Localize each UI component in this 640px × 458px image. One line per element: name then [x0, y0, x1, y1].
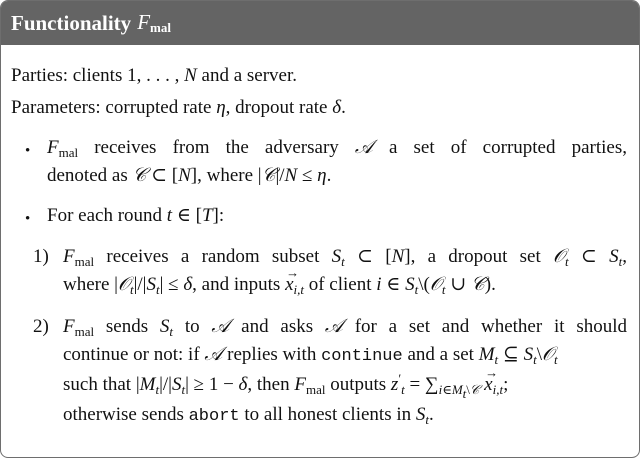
- step-2-line-3: such that $|M_t|/|S_t| \ge 1 - \delta$, then $F_{mal}$ outputs $z'_t = \sum_{i\in M_t\backslash 𝒞} \to x_{i,t}$;: [63, 372, 508, 397]
- step-2-number: 2): [33, 316, 49, 337]
- bullet-2-line: For each round t ∈ [T]:: [47, 205, 225, 226]
- step-2-line-1: $F_{mal}$ sends $S_t$ to 𝒜 and asks 𝒜 for a set and whether it should: [63, 316, 627, 339]
- bullet-1-line-2: denoted as 𝒞 ⊂ [N], where |𝒞|/N ≤ η.: [47, 165, 332, 186]
- parameters-line: Parameters: corrupted rate η, dropout rate δ.: [11, 97, 346, 118]
- bullet-marker-2: •: [25, 211, 31, 227]
- step-1-line-2: where $|𝒪_t|/|S_t| \le \delta$, and inputs → $x_{i,t}$ of client i ∈ $S_t\backslash(𝒪_t$ ∪ 𝒞).: [63, 272, 496, 297]
- functionality-header: [1, 1, 639, 45]
- bullet-1-line-1: $F_{mal}$ receives from the adversary 𝒜 a set of corrupted parties,: [47, 137, 627, 160]
- step-1-line-1: $F_{mal}$ receives a random subset $S_t$ ⊂ [N], a dropout set 𝒪$_t$ ⊂ $S_t$,: [63, 246, 627, 269]
- parties-line: Parties: clients 1, . . . , N and a server.: [11, 65, 298, 86]
- functionality-title: Functionality: [11, 10, 132, 35]
- bullet-marker-1: •: [25, 143, 31, 159]
- step-2-line-4: otherwise sends abort to all honest clients in $S_t$.: [63, 404, 434, 427]
- step-2-line-2: continue or not: if 𝒜 replies with continue and a set $M_t$ ⊆ $S_t\backslash 𝒪_t$: [63, 344, 558, 367]
- functionality-symbol: $F_{mal}$: [137, 10, 171, 35]
- step-1-number: 1): [33, 246, 49, 267]
